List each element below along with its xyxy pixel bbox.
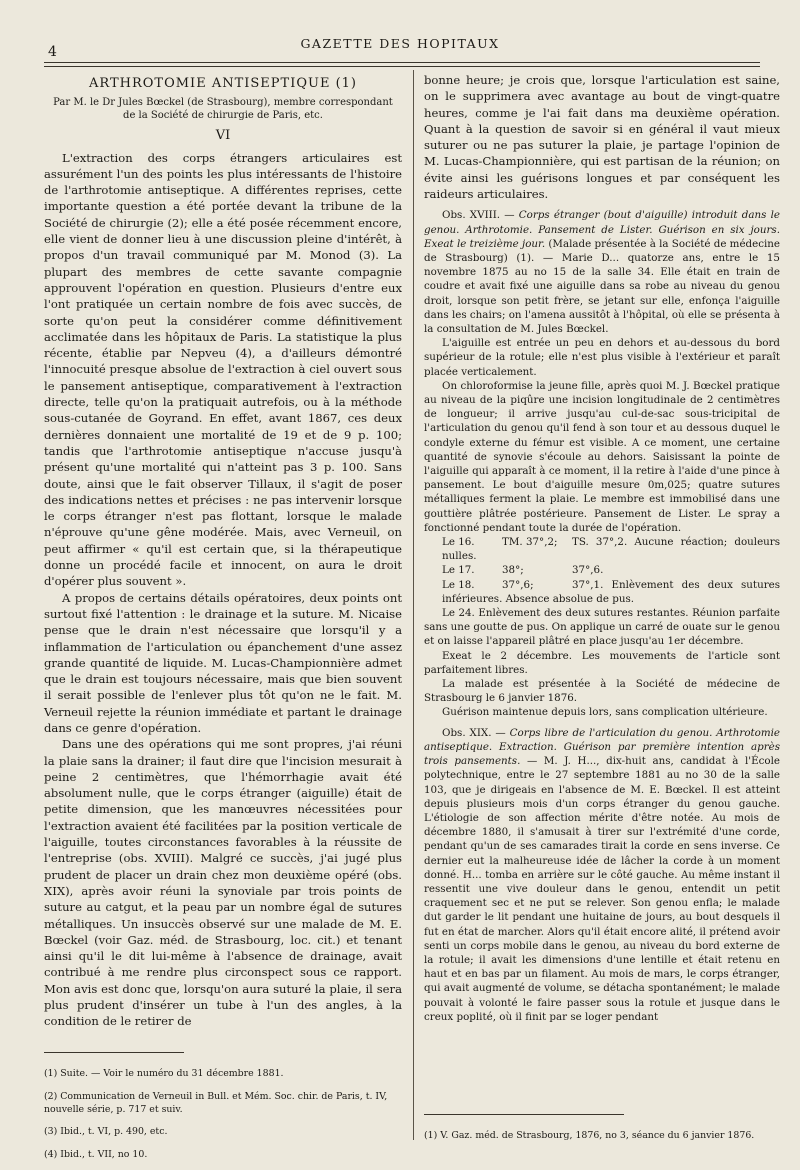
article-title: ARTHROTOMIE ANTISEPTIQUE (1) bbox=[89, 76, 357, 91]
right-column bbox=[424, 72, 780, 1024]
obs-paragraph: Exeat le 2 décembre. Les mouvements de l'article sont parfaitement libres. bbox=[424, 649, 780, 676]
obs-paragraph: L'aiguille est entrée un peu en dehors et au-dessous du bord supérieur de la rotule; elle n'est plus visible à l'extérieur et paraît placée verticalement. bbox=[424, 337, 780, 378]
obs-title: Corps libre de l'articulation du genou. Arthrotomie antiseptique. Extraction. Guérison par première intention après trois pansements. bbox=[424, 726, 781, 768]
body-paragraph: L'extraction des corps étrangers articulaires est assurément l'un des points les plus intéressants de l'histoire de l'arthrotomie antiseptique. A différentes reprises, cette importante question a été portée devant la tribune de la Société de chirurgie (2); elle a été posée récemment encore, elle vient de donner lieu à une discussion pleine d'intérêt, à propos d'un travail communiqué par M. Monod (3). La plupart des membres de cette savante compagnie approuvent l'opération en question. Plusieurs d'entre eux l'ont pratiquée un certain nombre de fois avec succès, de sorte qu'on peut la considérer comme définitivement acclimatée dans les hôpitaux de Paris. La statistique la plus récente, établie par Nepveu (4), a d'ailleurs démontré l'innocuité presque absolue de l'extraction à ciel ouvert sous le pansement antiseptique, comparativement à l'extraction directe, telle qu'on la pratiquait autrefois, ou à la méthode sous-cutanée de Goyrand. En effet, avant 1867, ces deux dernières donnaient une mortalité de 19 et de 9 p. 100; tandis que l'arthrotomie antiseptique n'accuse jusqu'à présent qu'une mortalité qui n'atteint pas 3 p. 100. Sans doute, ainsi que le fait observer Tillaux, il s'agit de poser des indications nettes et précises : ne pas intervenir lorsque le corps étranger n'est pas flottant, lorsque le malade n'éprouve qu'une gêne modérée. Mais, avec Verneuil, on peut affirmer « qu'il est certain que, si la thérapeutique donne un procédé facile et innocent, on aura le droit d'opérer plus souvent ». bbox=[44, 150, 402, 589]
obs-paragraph: On chloroformise la jeune fille, après quoi M. J. Bœckel pratique au niveau de la piqûre une incision longitudinale de 2 centimètres de longueur; il arrive jusqu'au cul-de-sac sous-tricipital de l'articulation du genou qu'il fend à son tour et au dessous duquel le condyle externe du fémur est visible. A ce moment, une certaine quantité de synovie s'écoule au dehors. Saisissant la pointe de l'aiguille qui apparaît à ce moment, il la retire à l'aide d'une pince à pansement. Le bout d'aiguille mesure 0m,025; quatre sutures métalliques ferment la plaie. Le membre est immobilisé dans une gouttière plâtrée postérieure. Pansement de Lister. Le spray a fonctionné pendant toute la durée de l'opération. bbox=[424, 379, 780, 534]
observation-19 bbox=[424, 726, 780, 1024]
temp-row: Le 16. TM. 37°,2; TS. 37°,2. Aucune réaction; douleurs nulles. bbox=[442, 536, 780, 563]
right-footnote bbox=[424, 1120, 780, 1152]
obs-paragraph: La malade est présentée à la Société de médecine de Strasbourg le 6 janvier 1876. bbox=[424, 678, 780, 705]
temp-row: Le 18. 37°,6; 37°,1. Enlèvement des deux sutures inférieures. Absence absolue de pus. bbox=[442, 578, 780, 605]
byline bbox=[44, 96, 402, 122]
temp-row: Le 17. 38°; 37°,6. bbox=[442, 564, 604, 577]
left-column bbox=[44, 72, 402, 1030]
byline-line-1: Par M. le Dr Jules Bœckel (de Strasbourg), membre correspondant bbox=[53, 97, 393, 109]
footnote-rule bbox=[44, 1052, 184, 1053]
header-rule bbox=[44, 62, 760, 63]
footnote: (3) Ibid., t. VI, p. 490, etc. bbox=[44, 1126, 168, 1138]
obs-text: — M. J. H..., dix-huit ans, candidat à l'École polytechnique, entre le 27 septembre 1881 au no 30 de la salle 103, que je dirigeais en l'absence de M. E. Bœckel. Il est atteint depuis plusieurs mois d'un corps étranger du genou gauche. L'étiologie de son affection mérite d'être notée. Au mois de décembre 1880, il s'amusait à tirer sur l'extrémité d'une corde, pendant qu'un de ses camarades tirait la corde en sens inverse. Ce dernier eut la malheureuse idée de lâcher la corde à un moment donné. H... tomba en arrière sur le côté gauche. Au même instant il ressentit une vive douleur dans le genou, entendit un petit craquement sec et ne put se relever. Son genou enfla; le malade dut garder le lit pendant une huitaine de jours, au bout desquels il fut en état de marcher. Alors qu'il était encore alité, il prétend avoir senti un corps mobile dans le genou, au niveau du bord externe de la rotule; il avait les dimensions d'une lentille et était retenu en haut et en bas par un filament. Au mois de mars, le corps étranger, qui avait augmenté de volume, se détacha spontanément; le malade pouvait à volonté le faire passer sous la rotule et jusque dans le creux poplité, où il finit par se loger pendant bbox=[424, 755, 781, 1023]
column-divider bbox=[413, 70, 414, 1140]
footnote: (4) Ibid., t. VII, no 10. bbox=[44, 1148, 148, 1160]
header-rule-double bbox=[44, 66, 760, 67]
obs-label: Obs. XIX. — bbox=[442, 726, 506, 739]
footnote: (1) V. Gaz. méd. de Strasbourg, 1876, no 3, séance du 6 janvier 1876. bbox=[424, 1130, 755, 1142]
obs-title: Corps étranger (bout d'aiguille) introduit dans le genou. Arthrotomie. Pansement de Lister. Guérison en six jours. Exeat le treizième jour. bbox=[424, 209, 780, 250]
section-number: VI bbox=[215, 128, 231, 144]
footnote: (1) Suite. — Voir le numéro du 31 décembre 1881. bbox=[44, 1068, 284, 1080]
body-paragraph: Dans une des opérations qui me sont propres, j'ai réuni la plaie sans la drainer; il faut dire que l'incision mesurait à peine 2 centimètres, que l'hémorrhagie avait été absolument nulle, que le corps étranger (aiguille) était de petite dimension, que les manœuvres nécessitées pour l'extraction avaient été facilitées par la position verticale de l'aiguille, toutes circonstances favorables à la réussite de l'entreprise (obs. XVIII). Malgré ce succès, j'ai jugé plus prudent de placer un drain chez mon deuxième opéré (obs. XIX), après avoir réuni la synoviale par trois points de suture au catgut, et la peau par un nombre égal de sutures métalliques. Un insuccès observé sur une malade de M. E. Bœckel (voir Gaz. méd. de Strasbourg, loc. cit.) et tenant ainsi qu'il le dit lui-même à l'absence de drainage, avait contribué à me rendre plus circonspect sous ce rapport. Mon avis est donc que, lorsqu'on aura suturé la plaie, il sera plus prudent d'insérer un tube à l'un des angles, à la condition de le retirer de bbox=[44, 737, 402, 1029]
observation-18 bbox=[424, 208, 780, 719]
running-head: GAZETTE DES HOPITAUX bbox=[300, 36, 500, 51]
body-paragraph: bonne heure; je crois que, lorsque l'articulation est saine, on le supprimera avec avantage au bout de vingt-quatre heures, comme je l'ai fait dans ma deuxième opération. Quant à la question de savoir si en général il vaut mieux suturer ou ne pas suturer la plaie, je partage l'opinion de M. Lucas-Championnière, qui est partisan de la réunion; on évite ainsi les guérisons longues et par conséquent les raideurs articulaires. bbox=[424, 73, 780, 202]
obs-paragraph: Guérison maintenue depuis lors, sans complication ultérieure. bbox=[442, 706, 768, 719]
obs-text: (Malade présentée à la Société de médecine de Strasbourg) (1). — Marie D... quatorze ans, entre le 15 novembre 1875 au no 15 de la salle 34. Elle était en train de coudre et avait fixé une aiguille dans sa robe au niveau du genou droit, lorsque son petit frère, se jetant sur elle, enfonça l'aiguille dans les chairs; on l'amena aussitôt à l'hôpital, où elle se présenta à la consultation de M. Jules Bœckel. bbox=[424, 237, 781, 335]
page-number: 4 bbox=[48, 44, 57, 60]
temperature-record bbox=[424, 535, 780, 606]
body-paragraph: A propos de certains détails opératoires, deux points ont surtout fixé l'attention : le drainage et la suture. M. Nicaise pense que le drain n'est nécessaire que lorsqu'il y a inflammation de l'articulation ou épanchement d'une assez grande quantité de liquide. M. Lucas-Championnière admet que le drain est toujours nécessaire, mais que bien souvent il serait possible de l'enlever plus tôt qu'on ne le fait. M. Verneuil rejette la réunion immédiate et partant le drainage dans ce genre d'opération. bbox=[44, 590, 402, 735]
obs-paragraph: Le 24. Enlèvement des deux sutures restantes. Réunion parfaite sans une goutte de pus. On applique un carré de ouate sur le genou et on laisse l'appareil plâtré en place jusqu'au 1er décembre. bbox=[424, 607, 780, 648]
footnote: (2) Communication de Verneuil in Bull. et Mém. Soc. chir. de Paris, t. IV, nouvelle série, p. 717 et suiv. bbox=[44, 1090, 388, 1115]
left-footnotes bbox=[44, 1058, 402, 1170]
byline-line-2: de la Société de chirurgie de Paris, etc. bbox=[123, 110, 323, 122]
footnote-rule bbox=[424, 1114, 624, 1115]
obs-label: Obs. XVIII. — bbox=[442, 209, 515, 222]
